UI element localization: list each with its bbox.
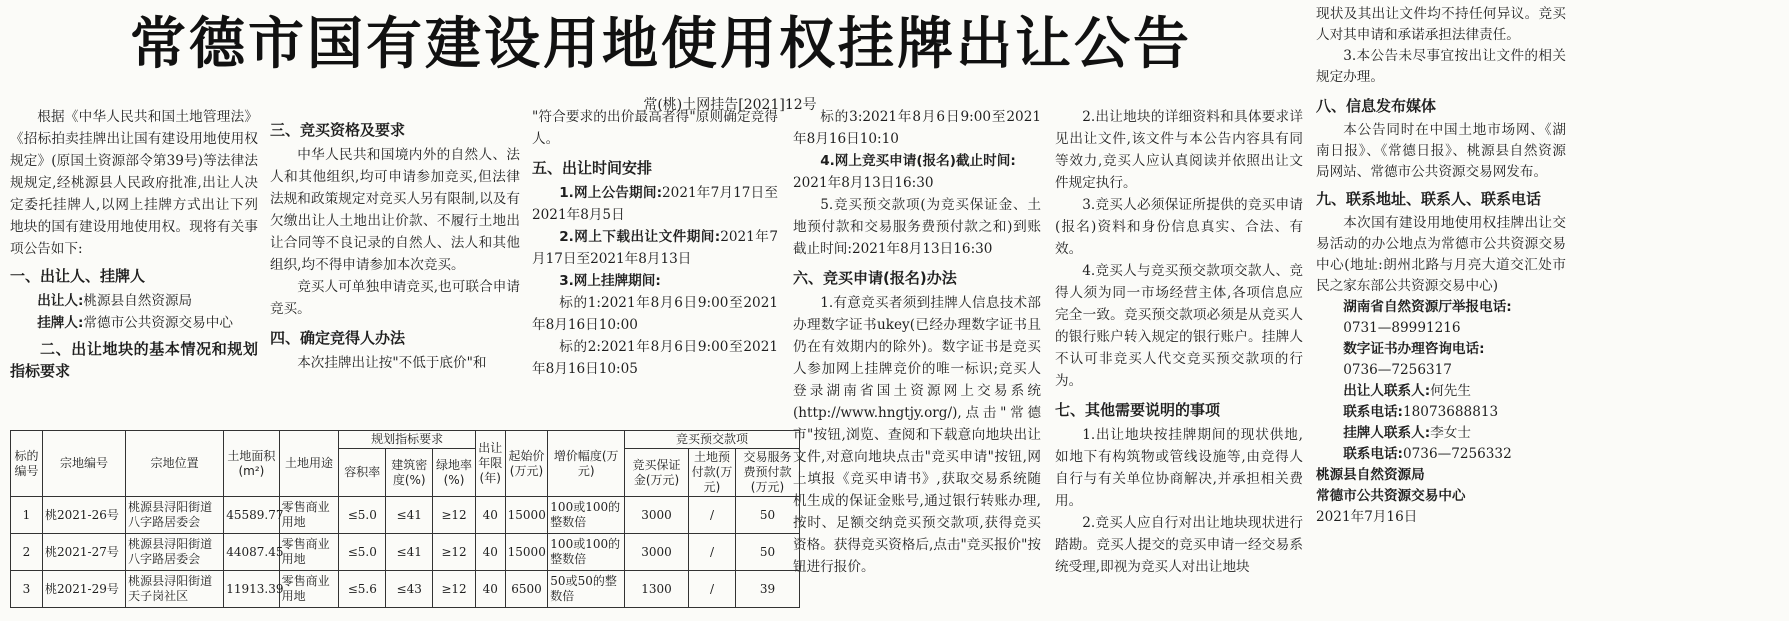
cell-far: ≤5.6 — [339, 571, 386, 608]
lister-value: 常德市公共资源交易中心 — [83, 315, 233, 331]
cell-area: 44087.45 — [224, 534, 279, 571]
cell-no: 2 — [11, 534, 43, 571]
cell-far: ≤5.0 — [339, 534, 386, 571]
cell-deposit: 3000 — [625, 497, 689, 534]
document-number: 常(桃)土网挂告[2021]12号 — [643, 97, 817, 113]
application-item-3: 3.竞买人必须保证所提供的竞买申请(报名)资料和身份信息真实、合法、有效。 — [1055, 197, 1303, 257]
cell-density: ≤41 — [386, 497, 433, 534]
schedule-item-2-value: 2021年7月17日至2021年8月13日 — [532, 229, 778, 267]
other-item-2-continued: 现状及其出让文件均不持任何异议。竞买人对其申请和承诺承担法律责任。 — [1316, 6, 1566, 43]
cell-service-fee: 50 — [735, 497, 799, 534]
header-green: 绿地率(%) — [433, 449, 476, 497]
cell-increment: 100或100的整数倍 — [548, 534, 625, 571]
schedule-item-4-label: 4.网上竞买申请(报名)截止时间: — [820, 153, 1016, 169]
header-increment: 增价幅度(万元) — [548, 431, 625, 497]
cell-start: 15000 — [505, 497, 548, 534]
seller-label: 出让人: — [37, 293, 84, 309]
schedule-item-3c: 标的3:2021年8月6日9:00至2021年8月16日10:10 — [793, 109, 1041, 147]
schedule-item-4-value: 2021年8月13日16:30 — [793, 175, 934, 191]
contact-3-label: 出让人联系人: — [1343, 383, 1431, 399]
column-2 — [270, 116, 520, 374]
cell-location: 桃源县浔阳街道八字路居委会 — [126, 497, 224, 534]
cell-deposit: 1300 — [625, 571, 689, 608]
cell-years: 40 — [475, 497, 505, 534]
schedule-item-3-label: 3.网上挂牌期间: — [559, 273, 661, 289]
cell-code: 桃2021-27号 — [42, 534, 125, 571]
header-start-price: 起始价(万元) — [505, 431, 548, 497]
cell-no: 1 — [11, 497, 43, 534]
schedule-item-5: 5.竞买预交款项(为竞买保证金、土地预付款和交易服务费预付款之和)到账截止时间:2021年8月13日16:30 — [793, 197, 1041, 257]
section-2-heading: 二、出让地块的基本情况和规划指标要求 — [10, 340, 258, 380]
contact-4-label: 联系电话: — [1343, 404, 1403, 420]
contact-6-value: 0736—7256332 — [1403, 446, 1512, 462]
cell-density: ≤41 — [386, 534, 433, 571]
schedule-item-1-value: 2021年7月17日至2021年8月5日 — [532, 185, 778, 223]
header-deposit: 竞买保证金(万元) — [625, 449, 689, 497]
media-paragraph: 本公告同时在中国土地市场网、《湖南日报》、《常德日报》、桃源县自然资源局网站、常德市公共资源交易网发布。 — [1316, 122, 1566, 180]
other-item-2: 2.竞买人应自行对出让地块现状进行踏勘。竞买人提交的竞买申请一经交易系统受理,即视为竞买人对出让地块 — [1055, 515, 1303, 575]
cell-location: 桃源县浔阳街道天子岗社区 — [126, 571, 224, 608]
contact-3-value: 何先生 — [1430, 383, 1471, 399]
header-plot-no: 标的编号 — [11, 431, 43, 497]
table-row — [11, 571, 800, 608]
application-paragraph: 1.有意竞买者须到挂牌人信息技术部办理数字证书ukey(已经办理数字证书且仍在有效期内的除外)。数字证书是竞买人参加网上挂牌竞价的唯一标识;竞买人登录湖南省国土资源网上交易系统(http://www.hngtjy.org/),点击"常德市"按钮,浏览、查阅和下载意向地块出让文件,对意向地块点击"竞买申请"按钮,网上填报《竞买申请书》,获取交易系统随机生成的保证金账号,通过银行转账办理,按时、足额交纳竞买预交款项,获得竞买资格。获得竞买资格后,点击"竞买报价"按钮进行报价。 — [793, 295, 1041, 575]
header-term: 出让年限(年) — [475, 431, 505, 497]
column-3 — [532, 106, 778, 380]
cell-far: ≤5.0 — [339, 497, 386, 534]
section-6-heading: 六、竞买申请(报名)办法 — [793, 269, 957, 287]
section-1-heading: 一、出让人、挂牌人 — [10, 267, 146, 285]
contact-6-line — [1316, 444, 1566, 465]
schedule-item-1 — [532, 182, 778, 226]
winner-method-continued: "符合要求的出价最高者得"原则确定竞得人。 — [532, 109, 778, 147]
contact-4-value: 18073688813 — [1403, 404, 1499, 420]
cell-years: 40 — [475, 534, 505, 571]
cell-use: 零售商业用地 — [279, 571, 339, 608]
contact-6-label: 联系电话: — [1343, 446, 1403, 462]
contact-4-line — [1316, 402, 1566, 423]
section-9-heading: 九、联系地址、联系人、联系电话 — [1316, 190, 1542, 208]
signature-lister: 常德市公共资源交易中心 — [1316, 488, 1466, 504]
page-title: 常德市国有建设用地使用权挂牌出让公告 — [130, 12, 1192, 77]
header-prepayment: 竞买预交款项 — [625, 431, 800, 449]
header-far: 容积率 — [339, 449, 386, 497]
header-parcel-code: 宗地编号 — [42, 431, 125, 497]
qualification-paragraph: 中华人民共和国境内外的自然人、法人和其他组织,均可申请参加竞买,但法律法规和政策规定对竞买人另有限制,以及有欠缴出让人土地出让价款、不履行土地出让合同等不良记录的自然人、法人和其他组织,均不得申请参加本次竞买。 — [270, 147, 520, 273]
land-plot-table — [10, 430, 800, 608]
cell-location: 桃源县浔阳街道八字路居委会 — [126, 534, 224, 571]
cell-start: 6500 — [505, 571, 548, 608]
column-4 — [793, 106, 1041, 578]
application-item-4: 4.竞买人与竞买预交款项交款人、竞得人须为同一市场经营主体,各项信息应完全一致。竞买预交款项必须是从竞买人的银行账户转入规定的银行账户。挂牌人不认可非竞买人代交竞买预交款项的行为。 — [1055, 263, 1303, 389]
cell-service-fee: 50 — [735, 534, 799, 571]
seller-line — [10, 290, 258, 312]
table-row — [11, 497, 800, 534]
schedule-item-2-label: 2.网上下载出让文件期间: — [559, 229, 721, 245]
cell-land-prepay: / — [689, 571, 736, 608]
joint-bid-paragraph: 竞买人可单独申请竞买,也可联合申请竞买。 — [270, 279, 520, 317]
table-row — [11, 534, 800, 571]
header-service-fee: 交易服务费预付款(万元) — [735, 449, 799, 497]
section-7-heading: 七、其他需要说明的事项 — [1055, 401, 1221, 419]
section-3-heading: 三、竞买资格及要求 — [270, 121, 406, 139]
cell-increment: 100或100的整数倍 — [548, 497, 625, 534]
contact-2-value: 0736—7256317 — [1343, 362, 1452, 378]
lister-label: 挂牌人: — [37, 315, 84, 331]
cell-area: 11913.39 — [224, 571, 279, 608]
schedule-item-1-label: 1.网上公告期间: — [559, 185, 663, 201]
cell-start: 15000 — [505, 534, 548, 571]
cell-green: ≥12 — [433, 497, 476, 534]
cell-increment: 50或50的整数倍 — [548, 571, 625, 608]
section-5-heading: 五、出让时间安排 — [532, 159, 653, 177]
cell-code: 桃2021-26号 — [42, 497, 125, 534]
cell-code: 桃2021-29号 — [42, 571, 125, 608]
contact-5-label: 挂牌人联系人: — [1343, 425, 1431, 441]
seller-value: 桃源县自然资源局 — [83, 293, 193, 309]
contact-1-value: 0731—89991216 — [1343, 320, 1461, 336]
cell-no: 3 — [11, 571, 43, 608]
cell-use: 零售商业用地 — [279, 497, 339, 534]
header-location: 宗地位置 — [126, 431, 224, 497]
cell-service-fee: 39 — [735, 571, 799, 608]
lister-line — [10, 312, 258, 334]
schedule-item-2 — [532, 226, 778, 270]
header-land-prepay: 土地预付款(万元) — [689, 449, 736, 497]
signature-seller: 桃源县自然资源局 — [1316, 467, 1425, 483]
other-item-1: 1.出让地块按挂牌期间的现状供地,如地下有构筑物或管线设施等,由竞得人自行与有关单位协商解决,并承担相关费用。 — [1055, 427, 1303, 509]
header-area: 土地面积(m²) — [224, 431, 279, 497]
cell-density: ≤43 — [386, 571, 433, 608]
cell-land-prepay: / — [689, 497, 736, 534]
column-6 — [1316, 4, 1566, 528]
column-5 — [1055, 106, 1303, 578]
cell-land-prepay: / — [689, 534, 736, 571]
intro-paragraph: 根据《中华人民共和国土地管理法》《招标拍卖挂牌出让国有建设用地使用权规定》(原国土资源部令第39号)等法律法规规定,经桃源县人民政府批准,出让人决定委托挂牌人,以网上挂牌方式出让下列地块的国有建设用地使用权。现将有关事项公告如下: — [10, 109, 258, 257]
cell-green: ≥12 — [433, 534, 476, 571]
contact-1-label: 湖南省自然资源厅举报电话: — [1343, 299, 1512, 315]
schedule-item-3a: 标的1:2021年8月6日9:00至2021年8月16日10:00 — [532, 295, 778, 333]
cell-years: 40 — [475, 571, 505, 608]
cell-area: 45589.77 — [224, 497, 279, 534]
column-1 — [10, 106, 258, 382]
header-planning: 规划指标要求 — [339, 431, 475, 449]
contact-3-line — [1316, 381, 1566, 402]
contact-5-line — [1316, 423, 1566, 444]
schedule-item-3b: 标的2:2021年8月6日9:00至2021年8月16日10:05 — [532, 339, 778, 377]
office-paragraph: 本次国有建设用地使用权挂牌出让交易活动的办公地点为常德市公共资源交易中心(地址:朗州北路与月亮大道交汇处市民之家东部公共资源交易中心) — [1316, 215, 1566, 294]
winner-method-paragraph: 本次挂牌出让按"不低于底价"和 — [297, 355, 487, 371]
header-land-use: 土地用途 — [279, 431, 339, 497]
contact-5-value: 李女士 — [1430, 425, 1471, 441]
application-item-2: 2.出让地块的详细资料和具体要求详见出让文件,该文件与本公告内容具有同等效力,竞买人应认真阅读并依照出让文件规定执行。 — [1055, 109, 1303, 191]
header-density: 建筑密度(%) — [386, 449, 433, 497]
other-item-3: 3.本公告未尽事宜按出让文件的相关规定办理。 — [1316, 48, 1566, 85]
section-4-heading: 四、确定竞得人办法 — [270, 329, 406, 347]
section-8-heading: 八、信息发布媒体 — [1316, 97, 1437, 115]
cell-green: ≥12 — [433, 571, 476, 608]
cell-use: 零售商业用地 — [279, 534, 339, 571]
notice-date: 2021年7月16日 — [1316, 509, 1418, 525]
contact-2-label: 数字证书办理咨询电话: — [1343, 341, 1485, 357]
cell-deposit: 3000 — [625, 534, 689, 571]
